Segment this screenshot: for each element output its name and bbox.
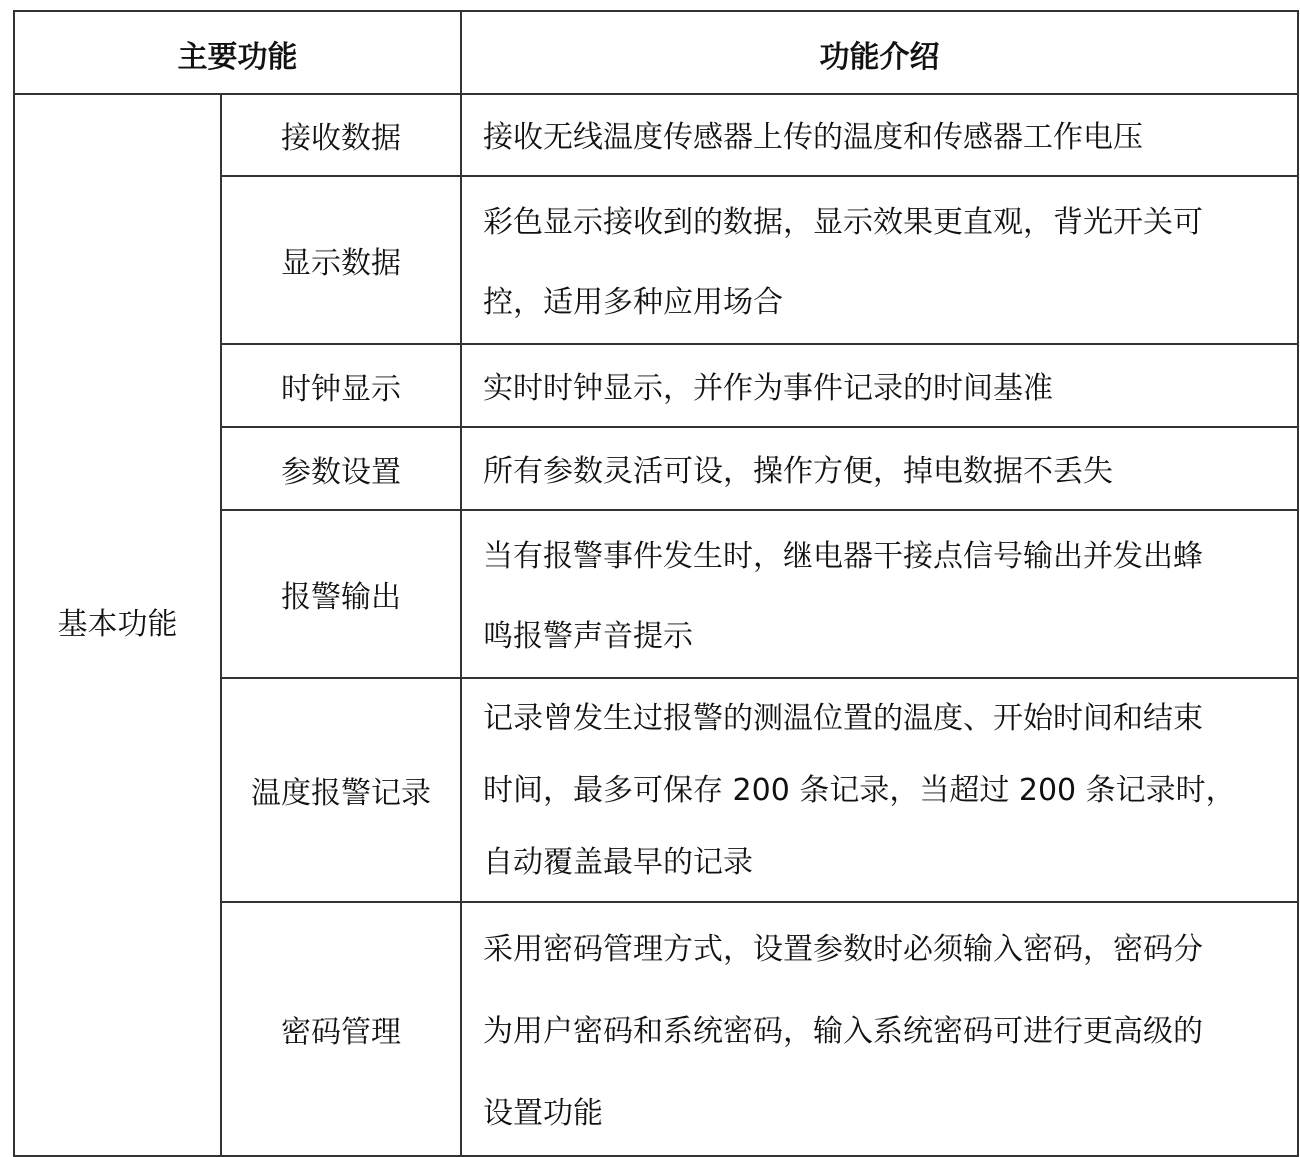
header-function-intro: 功能介绍 — [461, 11, 1298, 94]
function-description: 记录曾发生过报警的测温位置的温度、开始时间和结束 时间，最多可保存 200 条记录，当超过 200 条记录时， 自动覆盖最早的记录 — [461, 678, 1298, 902]
function-description: 当有报警事件发生时，继电器干接点信号输出并发出蜂 鸣报警声音提示 — [461, 510, 1298, 678]
table-header-row — [14, 11, 1298, 94]
table-row — [14, 94, 1298, 176]
function-name: 报警输出 — [221, 510, 461, 678]
function-name: 温度报警记录 — [221, 678, 461, 902]
function-name: 显示数据 — [221, 176, 461, 344]
header-main-function: 主要功能 — [14, 11, 461, 94]
function-name: 接收数据 — [221, 94, 461, 176]
function-description: 所有参数灵活可设，操作方便，掉电数据不丢失 — [461, 427, 1298, 510]
function-description: 采用密码管理方式，设置参数时必须输入密码，密码分 为用户密码和系统密码，输入系统密码可进行更高级的 设置功能 — [461, 902, 1298, 1156]
function-name: 密码管理 — [221, 902, 461, 1156]
function-description: 彩色显示接收到的数据，显示效果更直观，背光开关可 控，适用多种应用场合 — [461, 176, 1298, 344]
category-cell: 基本功能 — [14, 94, 221, 1156]
function-description: 接收无线温度传感器上传的温度和传感器工作电压 — [461, 94, 1298, 176]
function-table — [13, 10, 1299, 1157]
function-description: 实时时钟显示，并作为事件记录的时间基准 — [461, 344, 1298, 427]
function-name: 参数设置 — [221, 427, 461, 510]
function-name: 时钟显示 — [221, 344, 461, 427]
